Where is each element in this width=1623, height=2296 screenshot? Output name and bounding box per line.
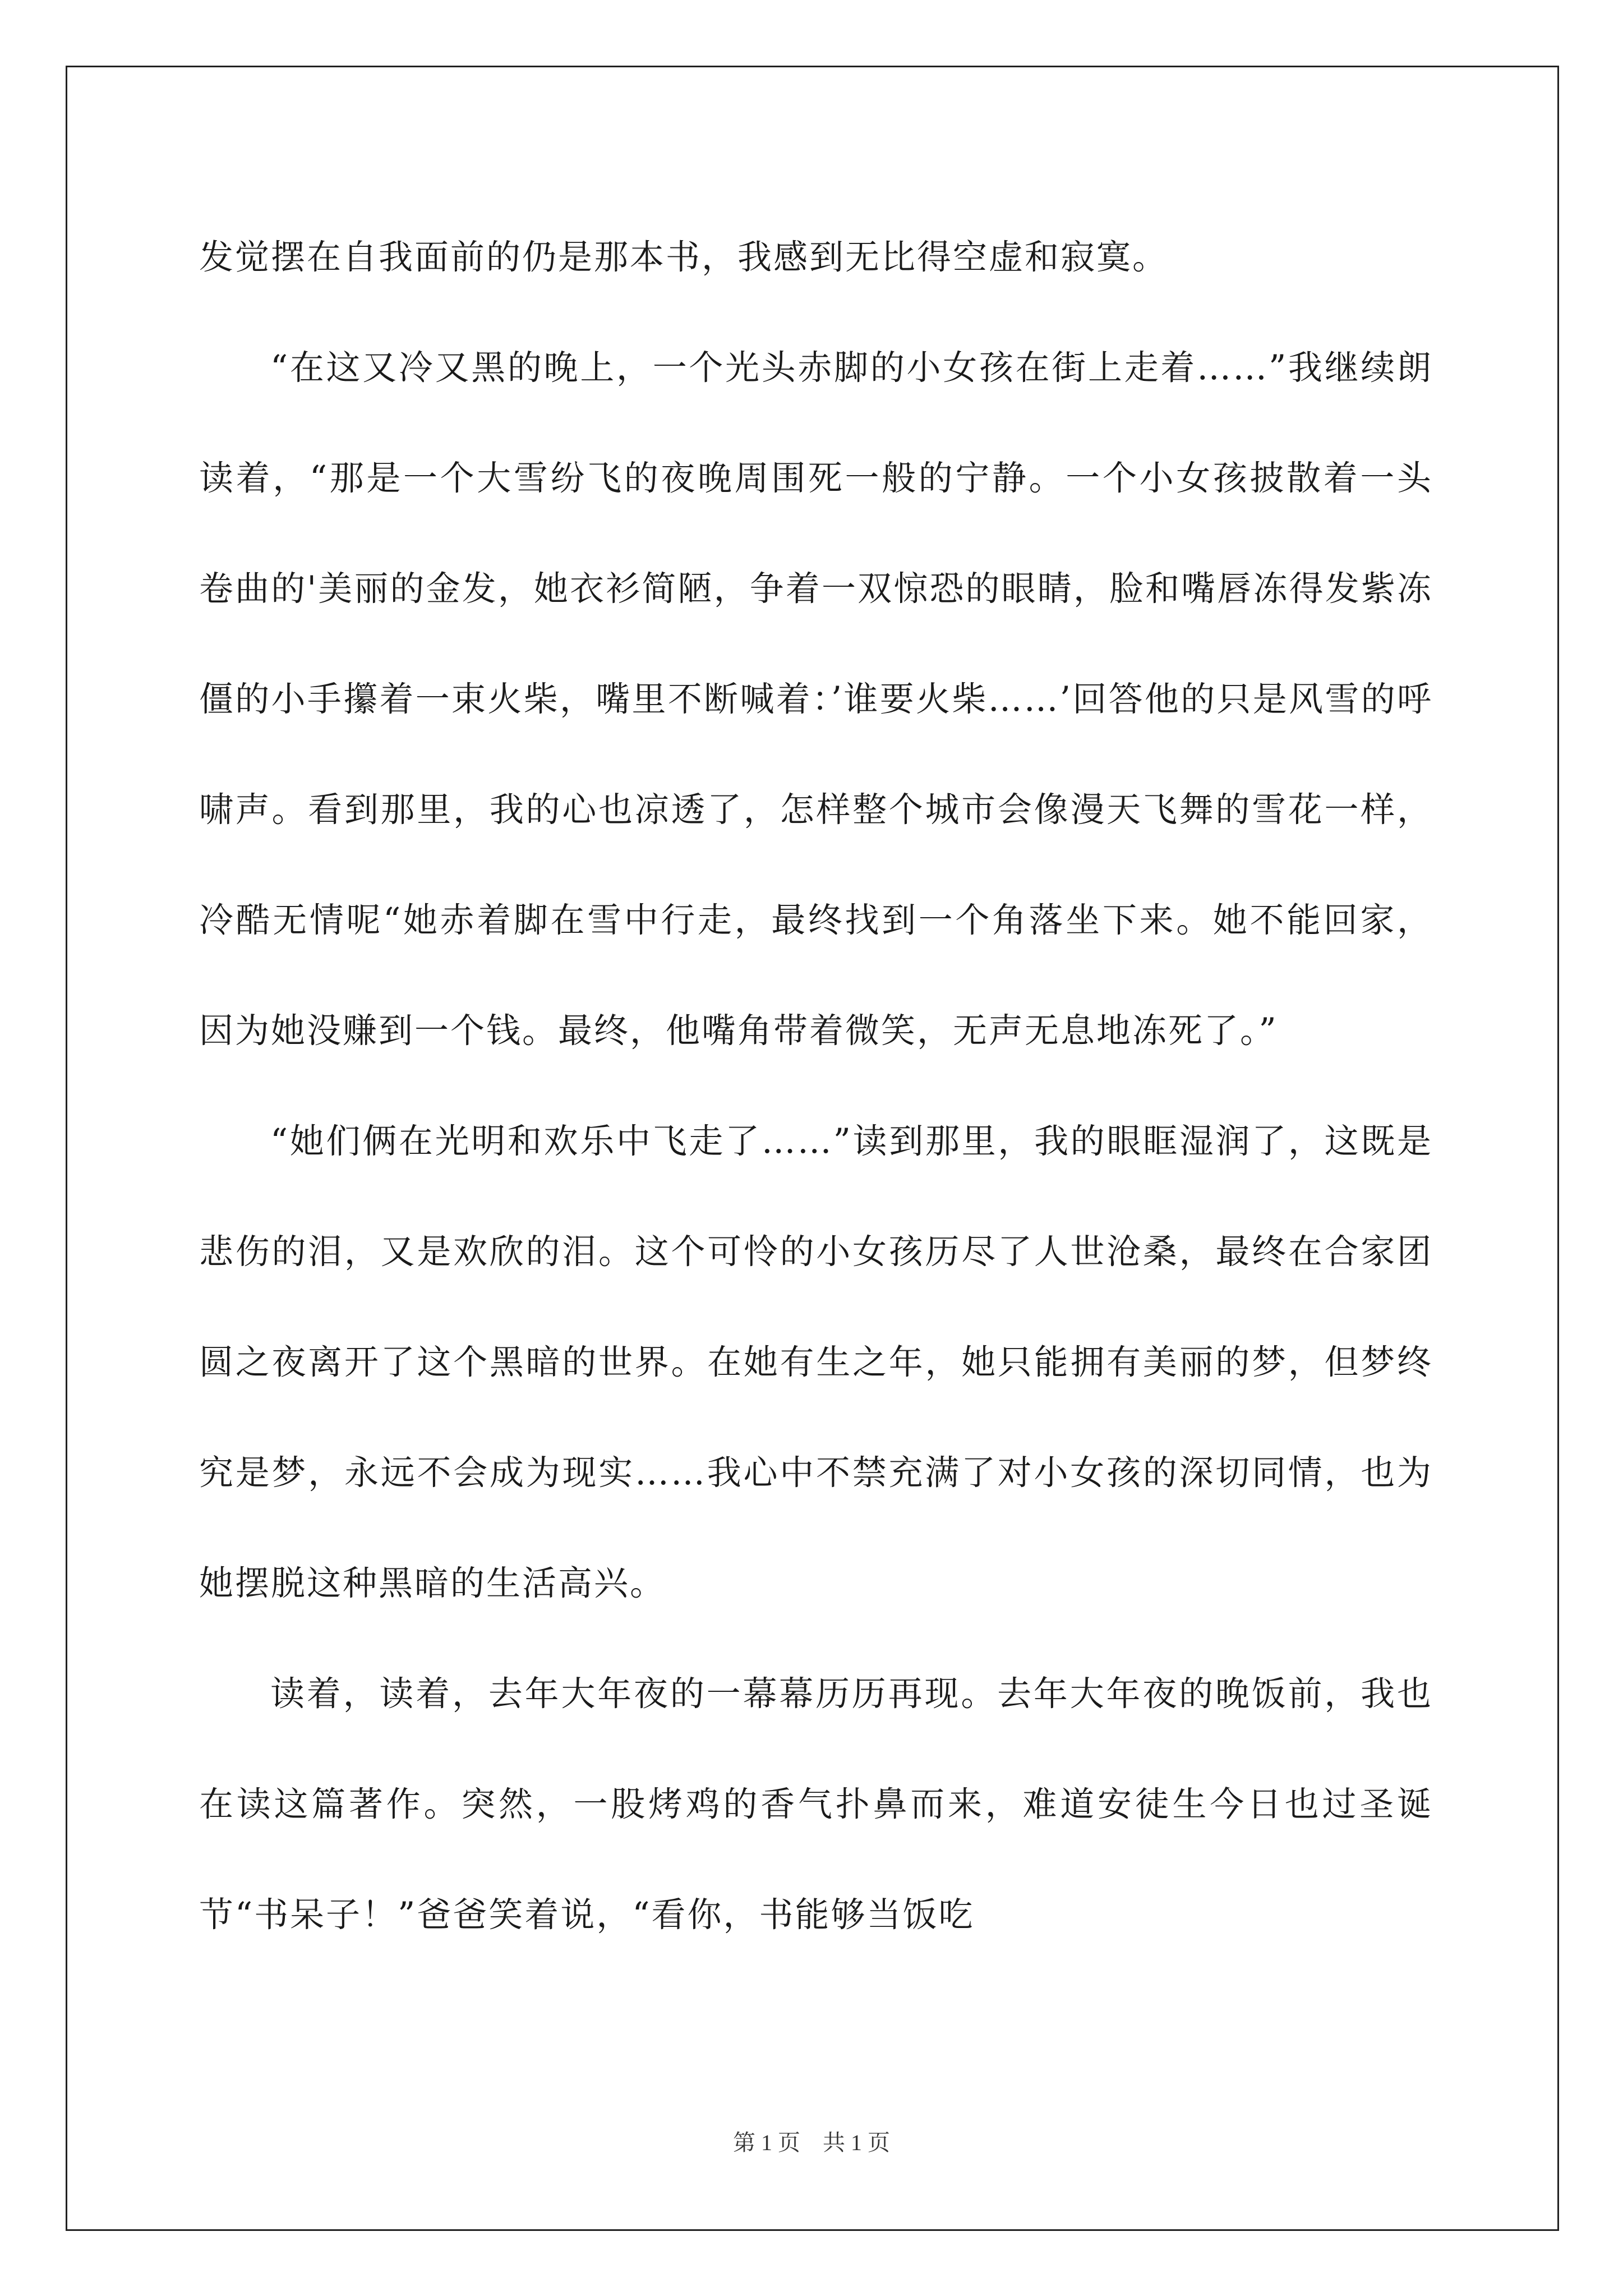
paragraph-4: 读着，读着，去年大年夜的一幕幕历历再现。去年大年夜的晚饭前，我也在读这篇著作。突然，一股烤鸡的香气扑鼻而来，难道安徒生今日也过圣诞节“书呆子！”爸爸笑着说，“看你，书能够当饭吃: [199, 1674, 1433, 1935]
paragraph-1: 发觉摆在自我面前的仍是那本书，我感到无比得空虚和寂寞。: [199, 237, 1169, 277]
paragraph-3: “她们俩在光明和欢乐中飞走了……”读到那里，我的眼眶湿润了，这既是悲伤的泪，又是欢欣的泪。这个可怜的小女孩历尽了人世沧桑，最终在合家团圆之夜离开了这个黑暗的世界。在她有生之年，她只能拥有美丽的梦，但梦终究是梦，永远不会成为现实……我心中不禁充满了对小女孩的深切同情，也为她摆脱这种黑暗的生活高兴。: [199, 1121, 1433, 1603]
page-number-footer: 第 1 页 共 1 页: [733, 2130, 890, 2155]
paragraph-2: “在这又冷又黑的晚上，一个光头赤脚的小女孩在街上走着……”我继续朗读着，“那是一个大雪纷飞的夜晚周围死一般的宁静。一个小女孩披散着一头卷曲的'美丽的金发，她衣衫简陋，争着一双惊恐的眼睛，脸和嘴唇冻得发紫冻僵的小手攥着一束火柴，嘴里不断喊着：’谁要火柴……’回答他的只是风雪的呼啸声。看到那里，我的心也凉透了，怎样整个城市会像漫天飞舞的雪花一样，冷酷无情呢“她赤着脚在雪中行走，最终找到一个角落坐下来。她不能回家，因为她没赚到一个钱。最终，他嘴角带着微笑，无声无息地冻死了。”: [199, 348, 1433, 1051]
document-body: [199, 202, 1433, 1970]
